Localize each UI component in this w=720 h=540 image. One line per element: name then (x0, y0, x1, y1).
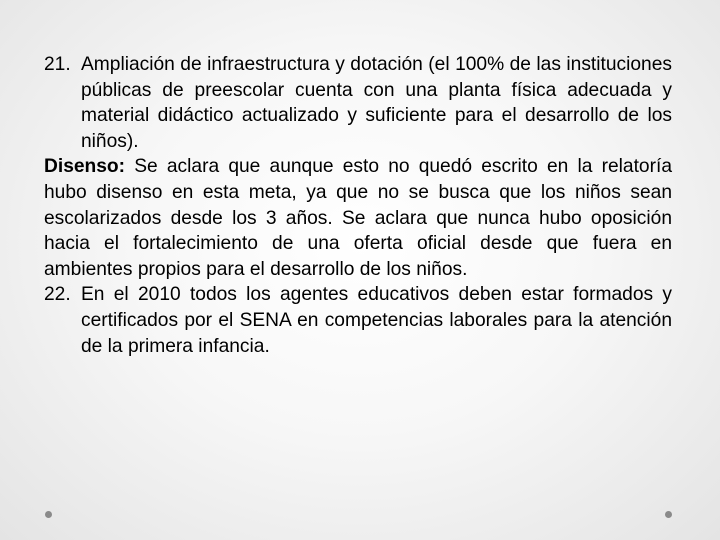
list-item-21 (44, 52, 672, 154)
decorative-dot-left (45, 511, 52, 518)
dissent-label: Disenso: (44, 156, 126, 178)
decorative-dot-right (665, 511, 672, 518)
list-item-22 (44, 282, 672, 359)
item-number: 22. (44, 284, 71, 306)
item-number: 21. (44, 54, 71, 75)
item-text: Ampliación de infraestructura y dotación (el 100% de las instituciones públicas de preescolar cuenta con una planta física adecuada y material didáctico actualizado y suficiente para el desarrollo de los niños). (81, 54, 672, 152)
slide-body (44, 52, 672, 359)
dissent-text: Se aclara que aunque esto no quedó escrito en la relatoría hubo disenso en esta meta, ya que no se busca que los niños sean escolarizados desde los 3 años. Se aclara que nunca hubo oposición hacia el fortalecimiento de una oferta oficial desde que fuera en ambientes propios para el desarrollo de los niños. (44, 156, 672, 280)
dissent-paragraph (44, 154, 672, 282)
item-text: En el 2010 todos los agentes educativos deben estar formados y certificados por el SENA en competencias laborales para la atención de la primera infancia. (81, 284, 672, 357)
